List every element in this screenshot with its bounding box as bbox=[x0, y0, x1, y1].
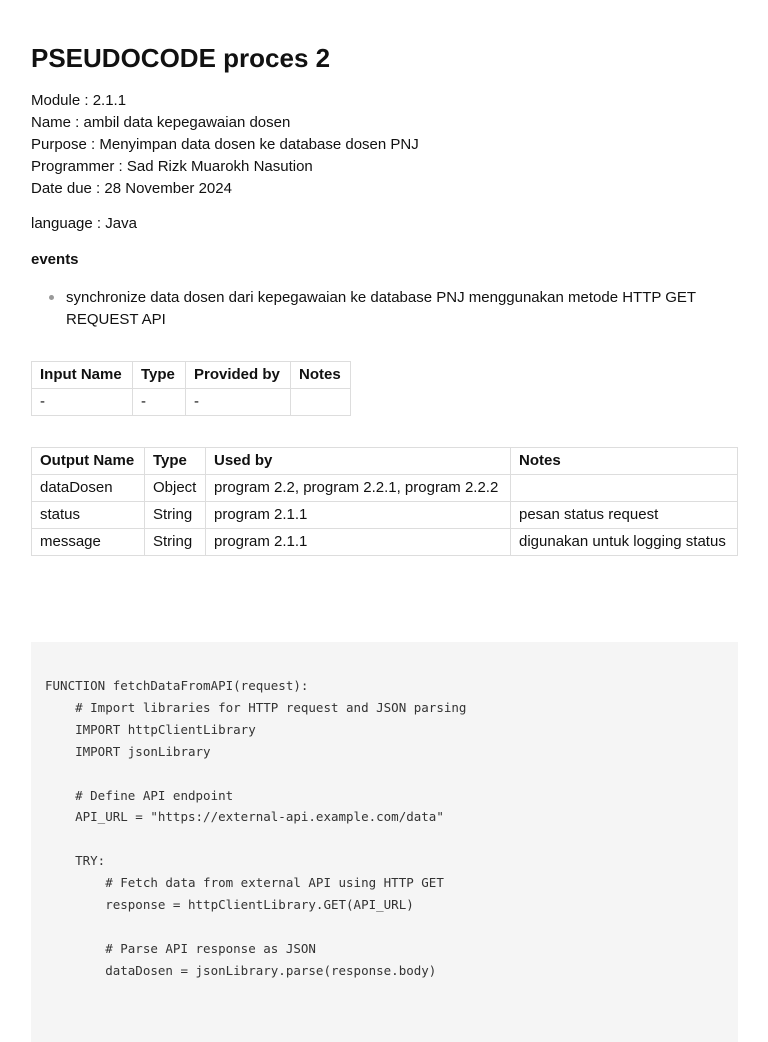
table-cell: - bbox=[133, 389, 186, 416]
event-text: synchronize data dosen dari kepegawaian ke database PNJ menggunakan metode HTTP GET REQUEST API bbox=[66, 289, 696, 328]
table-cell: - bbox=[186, 389, 291, 416]
module-line: Module : 2.1.1 bbox=[31, 92, 127, 109]
events-list bbox=[31, 287, 731, 331]
table-cell: program 2.1.1 bbox=[206, 529, 511, 556]
table-row bbox=[32, 529, 738, 556]
input-header-notes: Notes bbox=[291, 362, 351, 389]
programmer-line: Programmer : Sad Rizk Muarokh Nasution bbox=[31, 158, 313, 175]
table-row bbox=[32, 475, 738, 502]
input-table bbox=[31, 361, 351, 416]
table-cell: String bbox=[145, 502, 206, 529]
input-header-name: Input Name bbox=[32, 362, 133, 389]
output-header-name: Output Name bbox=[32, 448, 145, 475]
table-cell: dataDosen bbox=[32, 475, 145, 502]
table-cell: pesan status request bbox=[511, 502, 738, 529]
bullet-icon bbox=[49, 295, 54, 300]
table-cell: String bbox=[145, 529, 206, 556]
name-line: Name : ambil data kepegawaian dosen bbox=[31, 114, 291, 131]
table-row bbox=[32, 389, 351, 416]
table-cell: Object bbox=[145, 475, 206, 502]
date-due-line: Date due : 28 November 2024 bbox=[31, 180, 232, 197]
output-table bbox=[31, 447, 738, 556]
output-header-type: Type bbox=[145, 448, 206, 475]
table-cell: status bbox=[32, 502, 145, 529]
table-cell bbox=[511, 475, 738, 502]
input-table-header-row bbox=[32, 362, 351, 389]
events-heading: events bbox=[31, 251, 79, 268]
input-header-provided-by: Provided by bbox=[186, 362, 291, 389]
events-list-item bbox=[31, 287, 731, 331]
output-header-notes: Notes bbox=[511, 448, 738, 475]
output-table-header-row bbox=[32, 448, 738, 475]
language-line: language : Java bbox=[31, 215, 137, 232]
table-cell: program 2.1.1 bbox=[206, 502, 511, 529]
output-header-used-by: Used by bbox=[206, 448, 511, 475]
page-title: PSEUDOCODE proces 2 bbox=[31, 43, 331, 73]
table-cell bbox=[291, 389, 351, 416]
module-metadata bbox=[31, 90, 419, 200]
table-cell: message bbox=[32, 529, 145, 556]
table-cell: program 2.2, program 2.2.1, program 2.2.2 bbox=[206, 475, 511, 502]
table-row bbox=[32, 502, 738, 529]
table-cell: - bbox=[32, 389, 133, 416]
table-cell: digunakan untuk logging status bbox=[511, 529, 738, 556]
input-header-type: Type bbox=[133, 362, 186, 389]
pseudocode-block: FUNCTION fetchDataFromAPI(request): # Import libraries for HTTP request and JSON parsing IMPORT httpClientLibrary IMPORT jsonLibrary # Define API endpoint API_URL = "https://external-api.example.com/data" TRY: # Fetch data from external API using HTTP GET response = httpClientLibrary.GET(API_URL) # Parse API response as JSON dataDosen = jsonLibrary.parse(response.body) bbox=[31, 642, 738, 1042]
purpose-line: Purpose : Menyimpan data dosen ke database dosen PNJ bbox=[31, 136, 419, 153]
